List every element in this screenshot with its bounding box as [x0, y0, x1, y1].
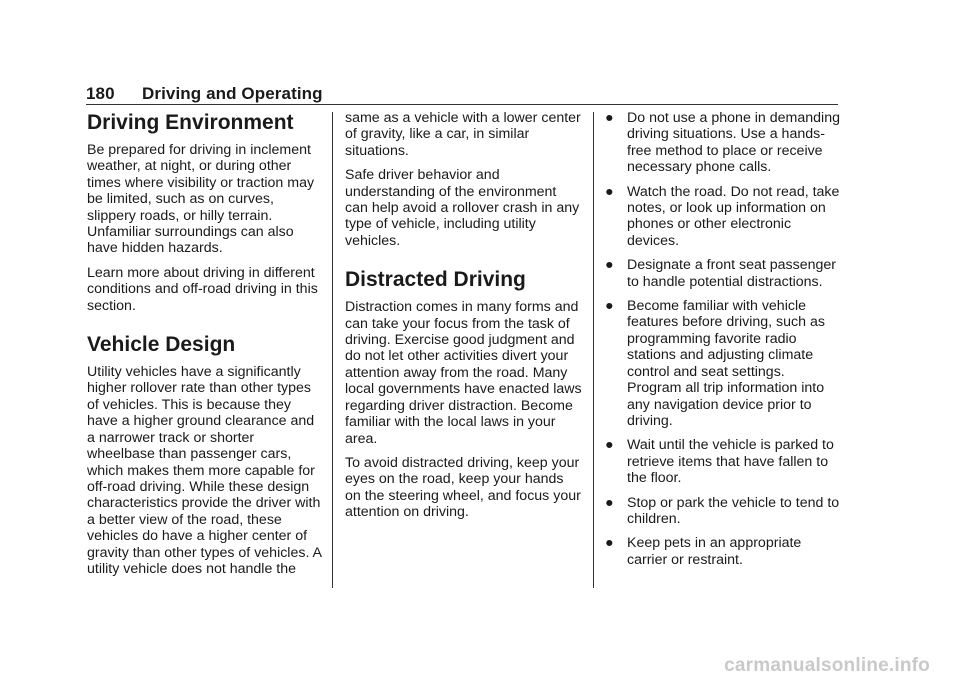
paragraph: Learn more about driving in different conditions and off-road driving in this section. [87, 264, 318, 314]
page-header [86, 84, 323, 104]
bullet-icon: ● [605, 535, 614, 552]
bullet-icon: ● [605, 437, 614, 454]
heading-vehicle-design: Vehicle Design [87, 333, 236, 357]
column-divider [593, 112, 594, 588]
list-item: ● Designate a front seat passenger to handle potential distractions. [605, 257, 837, 290]
bullet-icon: ● [605, 298, 614, 315]
bullet-icon: ● [605, 494, 614, 511]
column-3 [605, 110, 840, 576]
heading-driving-environment: Driving Environment [87, 111, 294, 134]
header-rule [86, 104, 838, 105]
page-number: 180 [86, 84, 115, 103]
paragraph: Distraction comes in many forms and can take your focus from the task of driving. Exercise good judgment and do not let other activities divert your attention away from the road. Many local governments have enacted laws regarding driver distraction. Become familiar with the local laws in your area. [345, 299, 582, 447]
bullet-icon: ● [605, 257, 614, 274]
list-item: ● Wait until the vehicle is parked to retrieve items that have fallen to the floor. [605, 437, 834, 487]
column-divider [332, 112, 333, 588]
bullet-icon: ● [605, 110, 614, 126]
bullet-icon: ● [605, 183, 614, 200]
column-2 [345, 110, 583, 529]
bullet-list [605, 110, 840, 568]
list-item: ● Become familiar with vehicle features before driving, such as programming favorite radio stations and adjusting climate control and seat settings. Program all trip information into any navigation device prior to driving. [605, 298, 825, 429]
paragraph: Be prepared for driving in inclement weather, at night, or during other times where visibility or traction may be limited, such as on curves, slippery roads, or hilly terrain. Unfamiliar surroundings can also have hidden hazards. [87, 142, 315, 257]
column-1 [87, 110, 322, 585]
list-item: ● Do not use a phone in demanding driving situations. Use a hands-free method to place or receive necessary phone calls. [605, 110, 840, 176]
list-item: ● Stop or park the vehicle to tend to children. [605, 494, 840, 527]
paragraph: same as a vehicle with a lower center of gravity, like a car, in similar situations. [345, 110, 581, 159]
list-item: ● Watch the road. Do not read, take notes, or look up information on phones or other electronic devices. [605, 183, 840, 249]
paragraph: Safe driver behavior and understanding of the environment can help avoid a rollover crash in any type of vehicle, including utility vehicles. [345, 167, 580, 249]
paragraph: Utility vehicles have a significantly higher rollover rate than other types of vehicles. This is because they have a higher ground clearance and a narrower track or shorter wheelbase than passenger cars, which makes them more capable for off-road driving. While these design characteristics provide the driver with a better view of the road, these vehicles do have a higher center of gravity than other types of vehicles. A utility vehicle does not handle the [87, 364, 322, 577]
watermark: carmanualsonline.info [724, 655, 930, 676]
heading-distracted-driving: Distracted Driving [345, 268, 526, 292]
paragraph: To avoid distracted driving, keep your eyes on the road, keep your hands on the steering wheel, and focus your attention on driving. [345, 454, 581, 521]
section-title: Driving and Operating [142, 84, 323, 103]
list-item: ● Keep pets in an appropriate carrier or restraint. [605, 535, 802, 568]
